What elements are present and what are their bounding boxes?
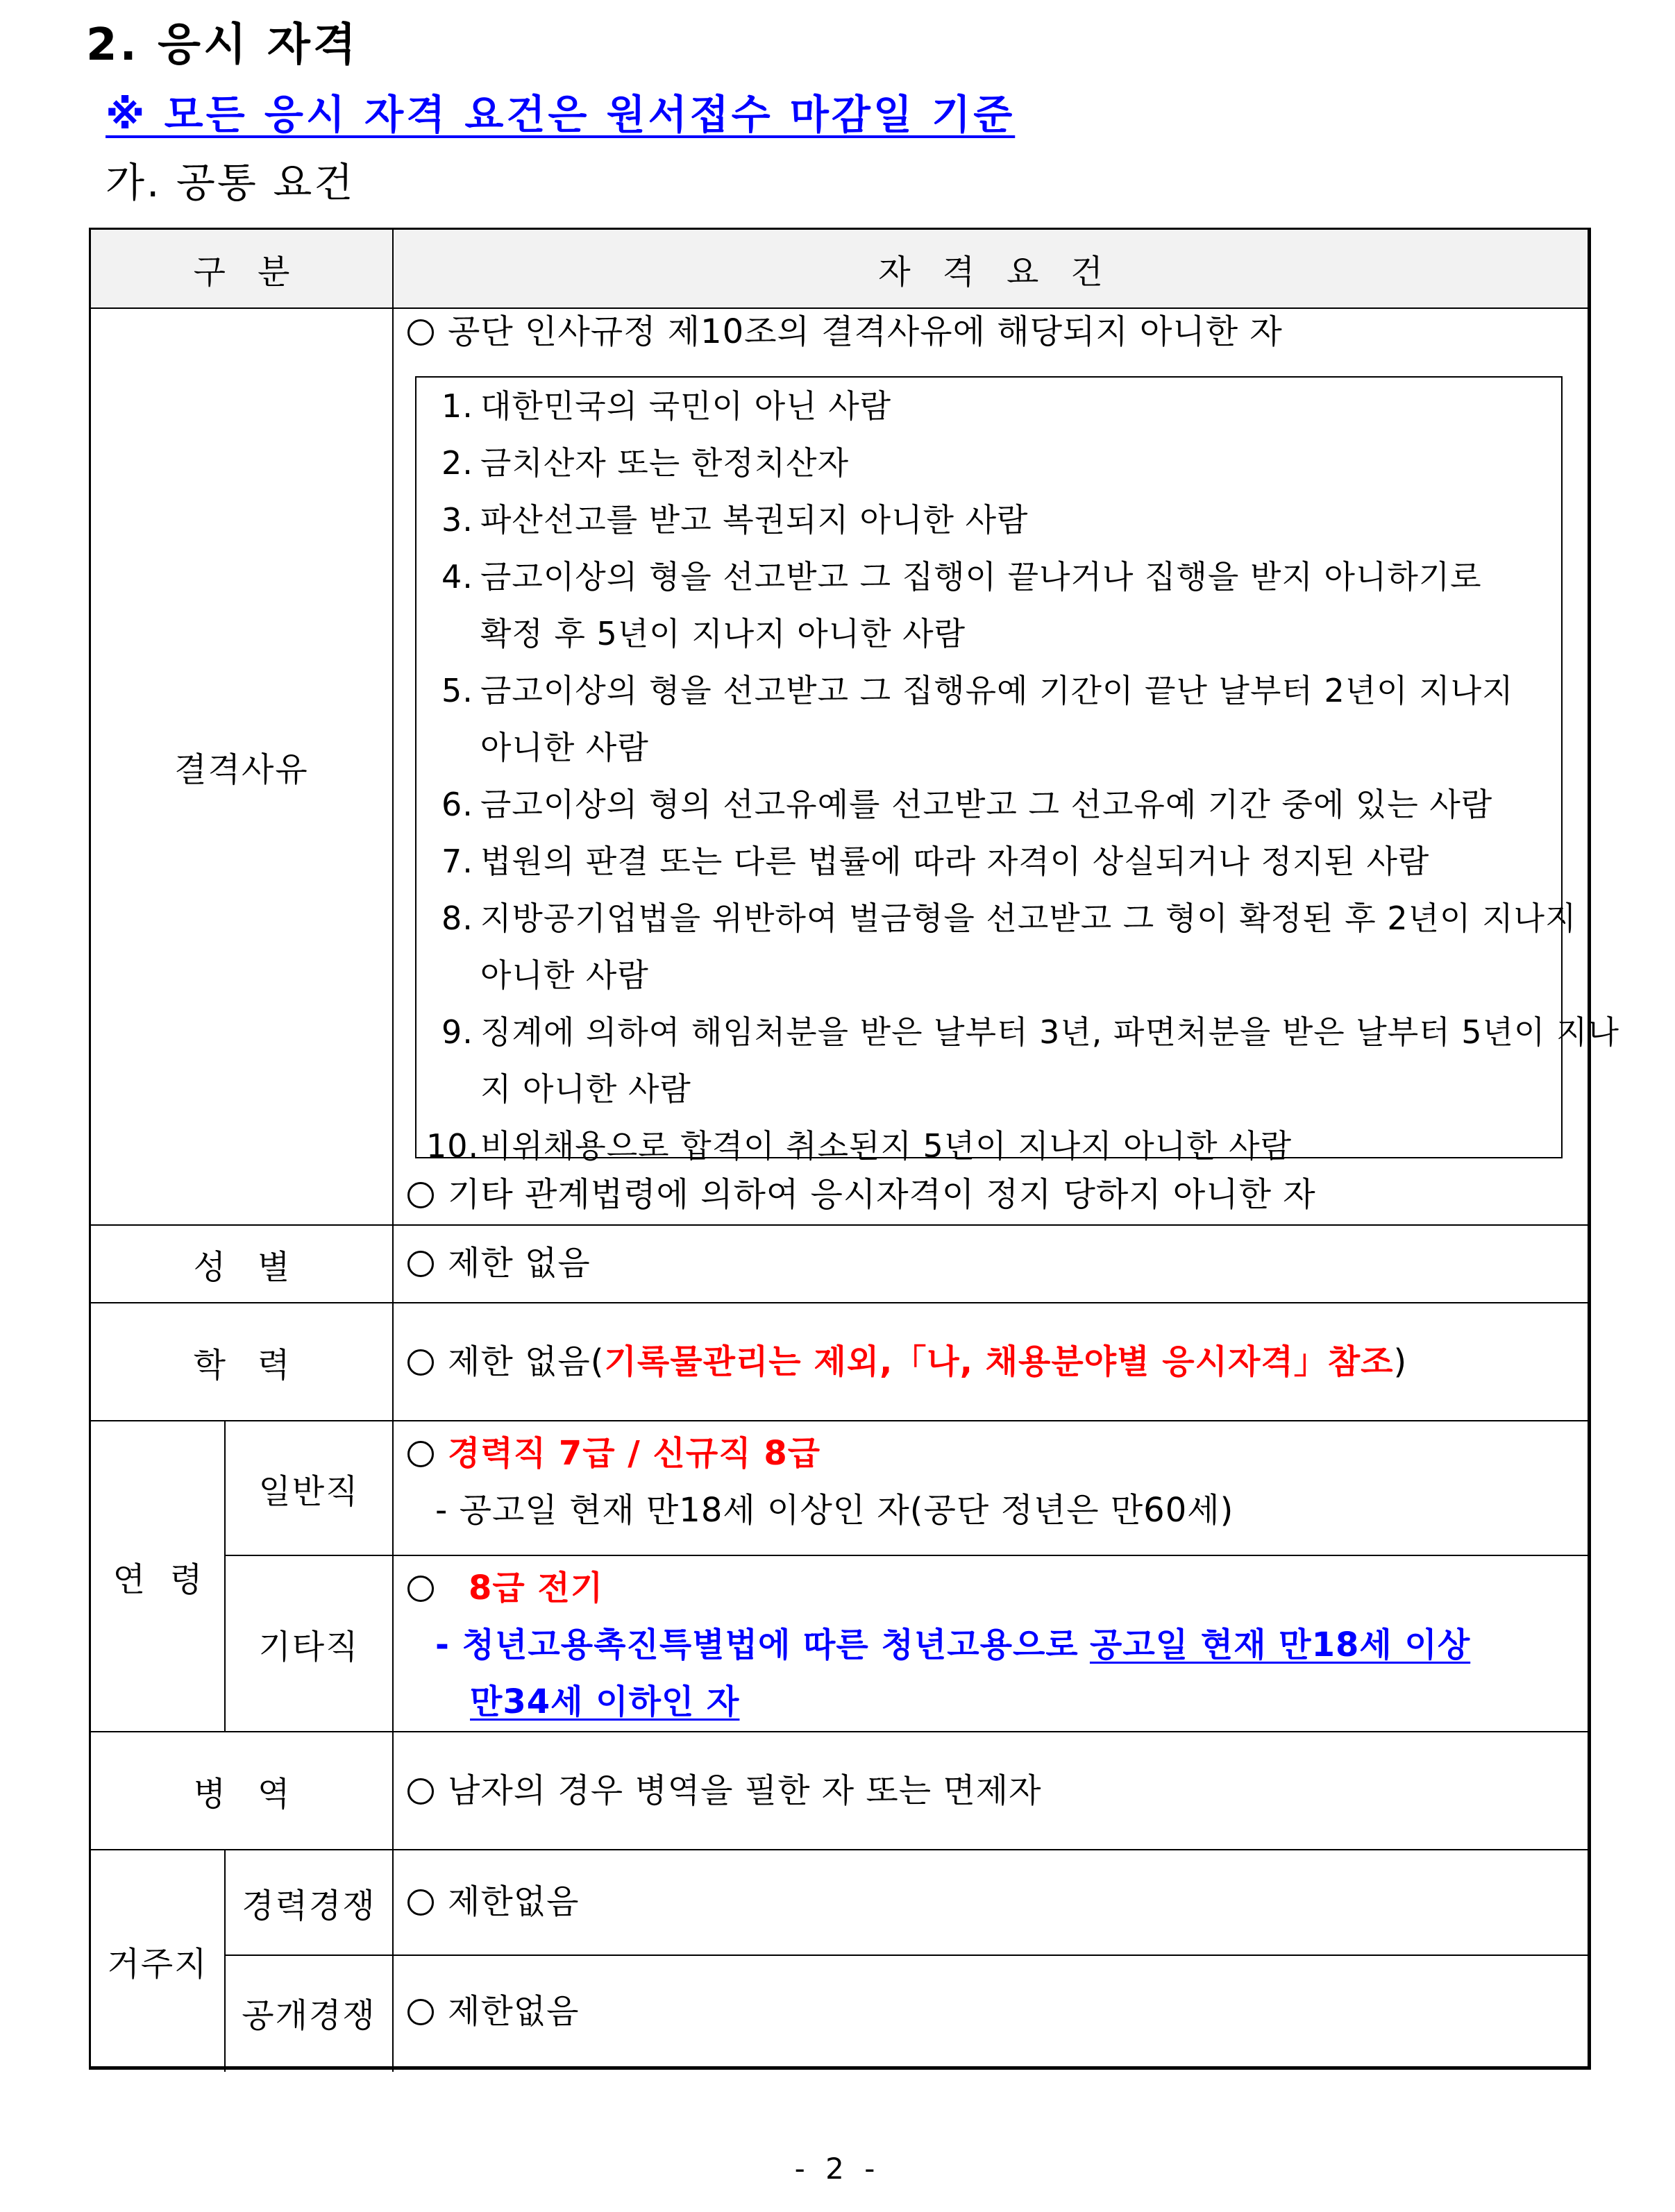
label-residence: 거주지 (107, 1945, 208, 1984)
education-requirement: 제한 없음(기록물관리는 제외,「나, 채용분야별 응시자격」참조) (407, 1333, 1407, 1390)
education-exception-note: 기록물관리는 제외,「나, 채용분야별 응시자격」참조 (604, 1342, 1394, 1381)
list-item: 2. 금치산자 또는 한정치산자 (441, 444, 850, 482)
list-item: 10. 비위채용으로 합격이 취소된지 5년이 지나지 아니한 사람 (426, 1127, 1293, 1165)
section-title: 2. 응시 자격 (86, 19, 359, 71)
label-gender: 성별 (193, 1247, 322, 1287)
label-residence-career: 경력경쟁 (242, 1886, 376, 1925)
residence-open-requirement: 제한없음 (407, 1983, 579, 2040)
age-other-age-limit: 만34세 이하인 자 (470, 1682, 740, 1721)
list-item: 3. 파산선고를 받고 복권되지 아니한 사람 (441, 501, 1029, 539)
label-military: 병역 (193, 1774, 322, 1814)
list-item: 5. 금고이상의 형을 선고받고 그 집행유예 기간이 끝난 날부터 2년이 지나지 아니한 사람 (441, 672, 1514, 766)
age-other-requirement (407, 1560, 1470, 1730)
label-residence-open: 공개경쟁 (242, 1995, 376, 2035)
age-other-detail: - 청년고용촉진특별법에 따른 청년고용으로 (435, 1626, 1079, 1664)
circle-bullet-icon (407, 1889, 434, 1916)
section-note: ※ 모든 응시 자격 요건은 원서접수 마감일 기준 (106, 91, 1016, 138)
disqualification-intro: 공단 인사규정 제10조의 결격사유에 해당되지 아니한 자 (407, 303, 1283, 360)
circle-bullet-icon (407, 1576, 434, 1602)
label-age: 연령 (112, 1560, 228, 1599)
disqualification-list-box (415, 376, 1619, 1165)
disqualification-outro: 기타 관계법령에 의하여 응시자격이 정지 당하지 아니한 자 (407, 1166, 1316, 1223)
circle-bullet-icon (407, 1441, 434, 1467)
label-age-general: 일반직 (258, 1471, 360, 1511)
residence-career-requirement: 제한없음 (407, 1873, 579, 1930)
circle-bullet-icon (407, 1999, 434, 2025)
list-item: 8. 지방공기업법을 위반하여 벌금형을 선고받고 그 형이 확정된 후 2년이 지나지 아니한 사람 (441, 900, 1577, 994)
age-general-detail: - 공고일 현재 만18세 이상인 자(공단 정년은 만60세) (435, 1491, 1234, 1530)
age-other-grade: 8급 전기 (469, 1569, 604, 1607)
label-age-other: 기타직 (258, 1627, 360, 1666)
label-education: 학력 (193, 1345, 322, 1385)
circle-bullet-icon (407, 1182, 434, 1208)
list-item: 4. 금고이상의 형을 선고받고 그 집행이 끝나거나 집행을 받지 아니하기로 확정 후 5년이 지나지 아니한 사람 (441, 558, 1482, 652)
list-item: 1. 대한민국의 국민이 아닌 사람 (441, 387, 892, 425)
label-disqualification: 결격사유 (174, 750, 309, 789)
list-item: 7. 법원의 판결 또는 다른 법률에 따라 자격이 상실되거나 정지된 사람 (441, 843, 1430, 880)
military-requirement: 남자의 경우 병역을 필한 자 또는 면제자 (407, 1762, 1041, 1819)
age-general-requirement (407, 1425, 1234, 1539)
page-number: - 2 - (794, 2152, 881, 2186)
circle-bullet-icon (407, 1349, 434, 1376)
subsection-title: 가. 공통 요건 (106, 159, 355, 206)
header-requirements: 자격요건 (878, 252, 1135, 292)
list-item: 6. 금고이상의 형의 선고유예를 선고받고 그 선고유예 기간 중에 있는 사람 (441, 786, 1493, 823)
header-category: 구분 (193, 252, 322, 292)
requirements-table (89, 228, 1619, 2070)
circle-bullet-icon (407, 1778, 434, 1805)
gender-requirement: 제한 없음 (407, 1235, 591, 1292)
circle-bullet-icon (407, 319, 434, 346)
disqualification-list (426, 378, 1619, 1174)
age-other-age-range: 공고일 현재 만18세 이상 (1089, 1626, 1471, 1664)
list-item: 9. 징계에 의하여 해임처분을 받은 날부터 3년, 파면처분을 받은 날부터 5년이 지나 지 아니한 사람 (441, 1013, 1619, 1108)
circle-bullet-icon (407, 1251, 434, 1277)
age-general-grade: 경력직 7급 / 신규직 8급 (448, 1434, 821, 1473)
